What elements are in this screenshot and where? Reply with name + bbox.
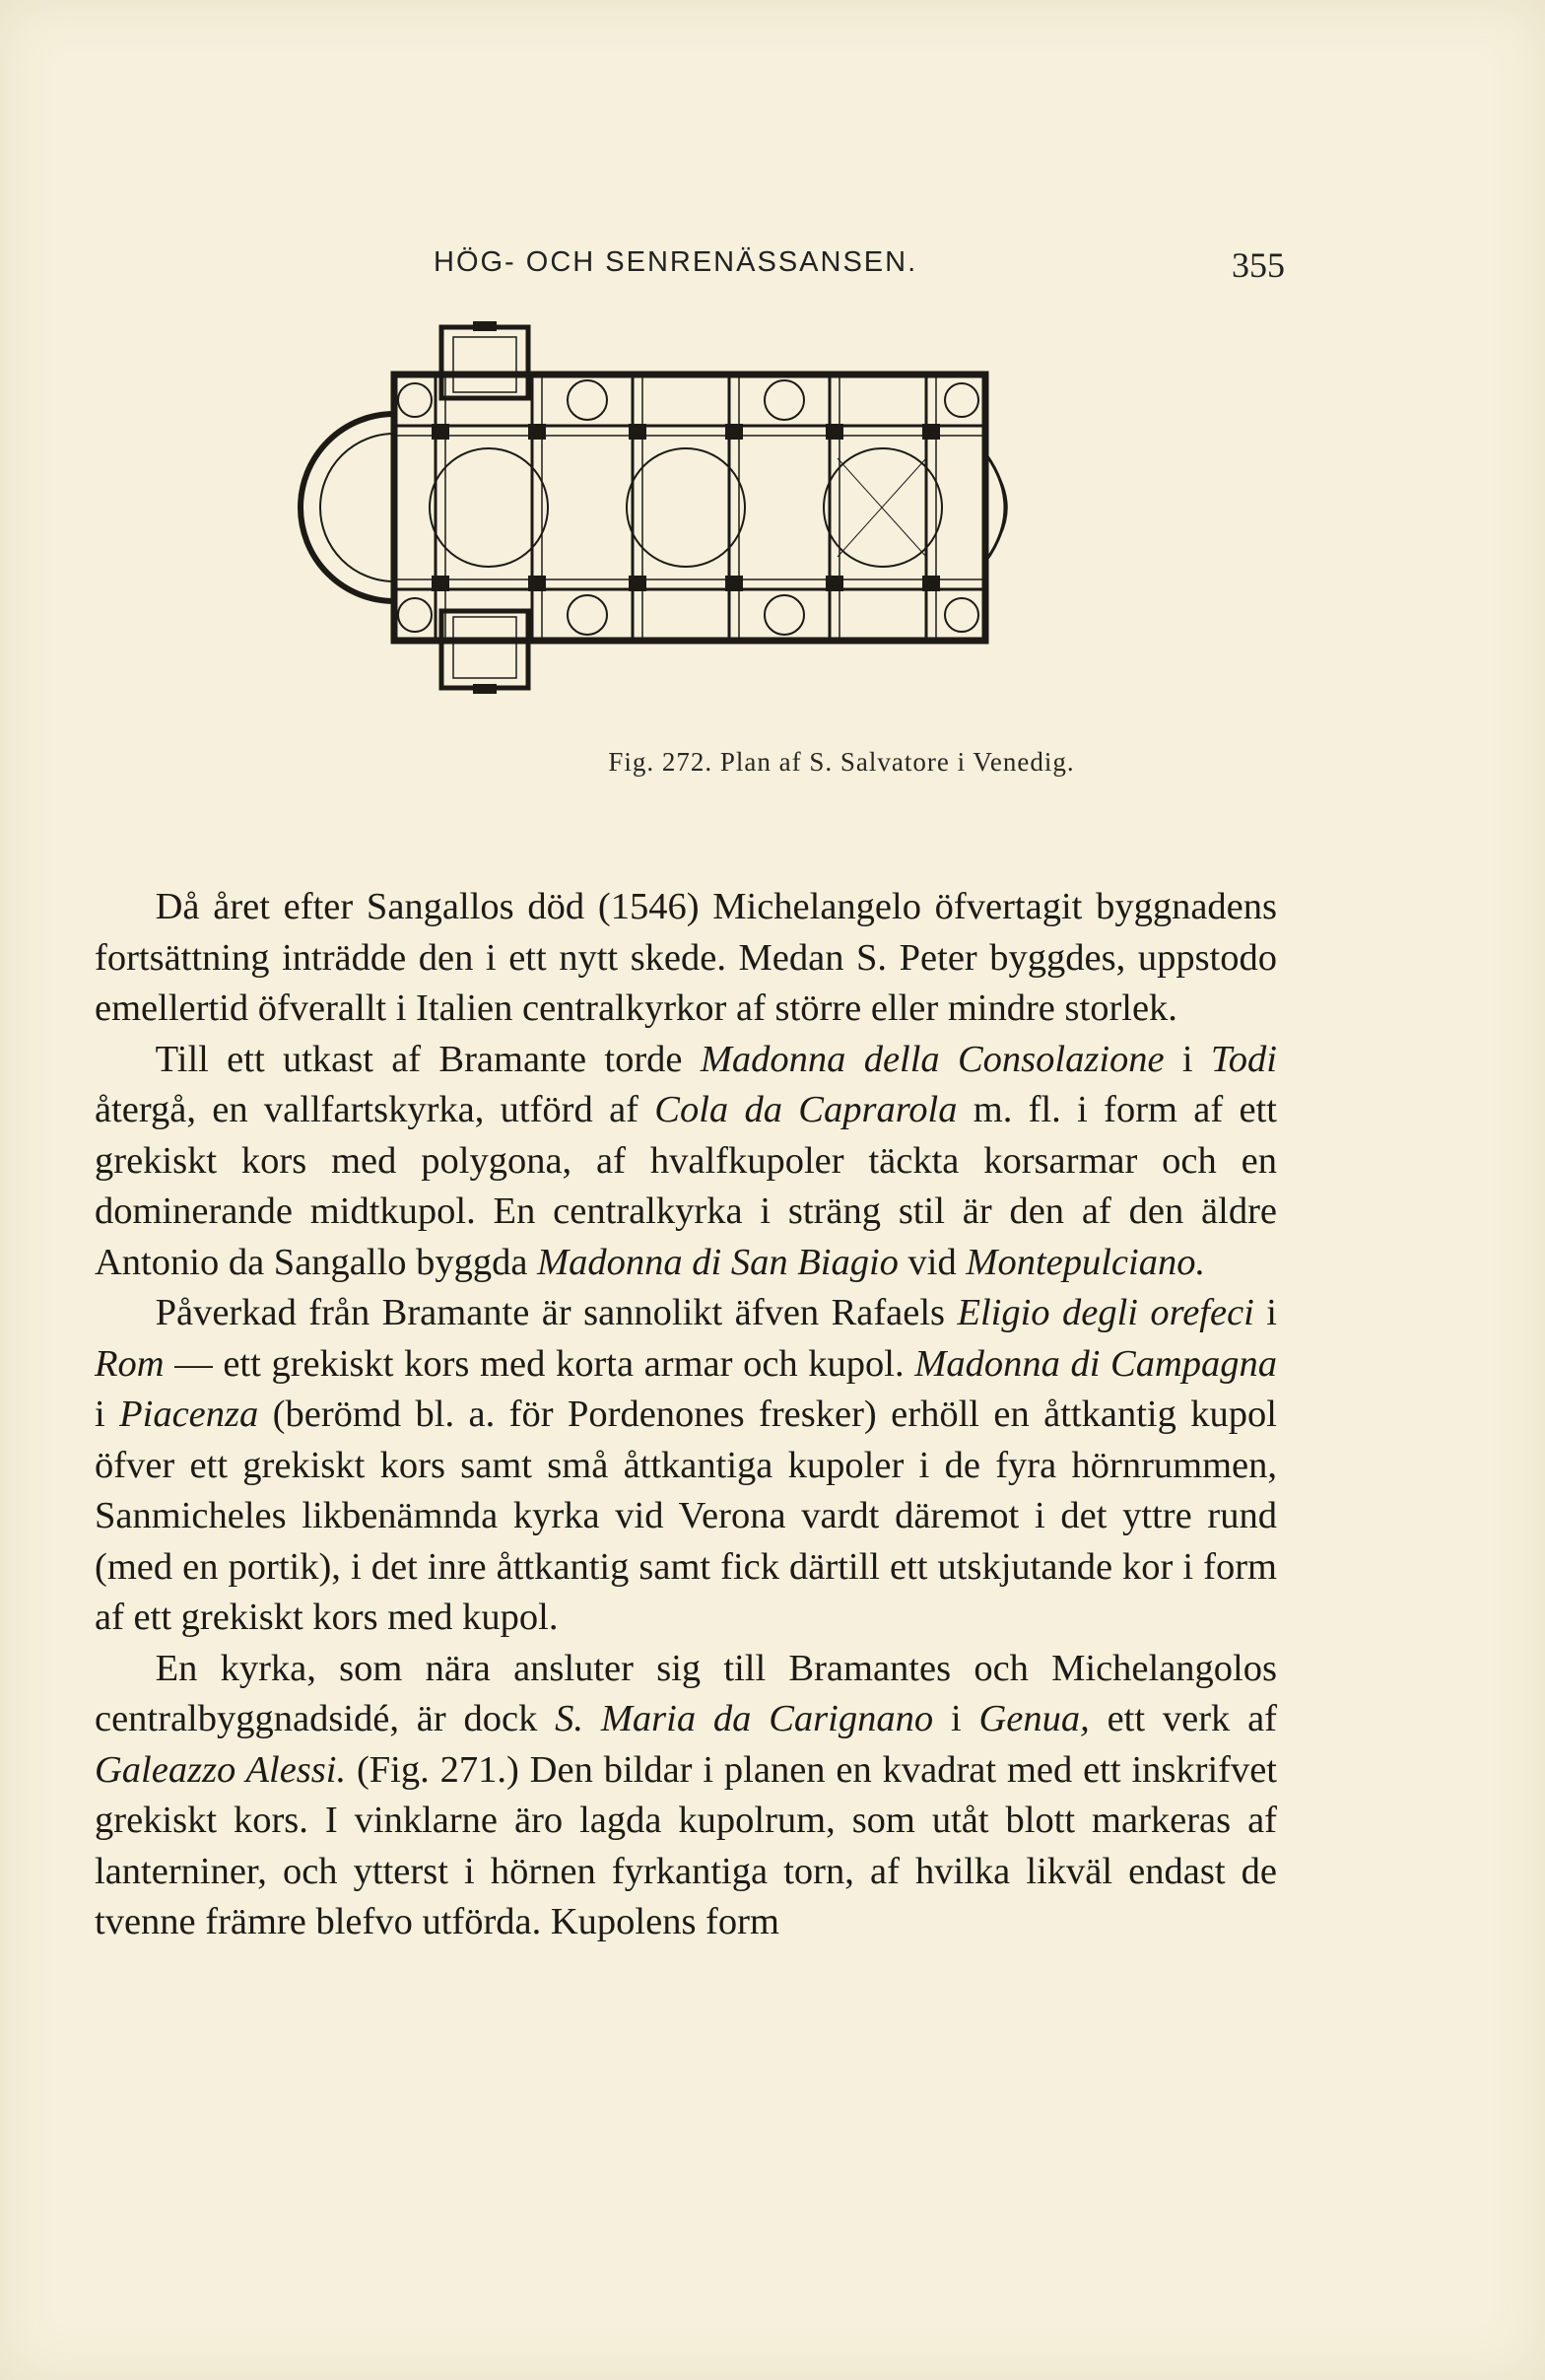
paragraph <box>95 1035 1277 1289</box>
text-run: vid <box>898 1241 967 1283</box>
italic-run: Madonna della Consolazione <box>700 1038 1165 1080</box>
text-run: Då året efter Sangallos död (1546) Michelangelo öfvertagit byggnadens fortsättning inträdde den i ett nytt skede. Medan S. Peter byggdes, uppstodo emellertid öfverallt i Italien centralkyrkor af större eller mindre storlek. <box>95 886 1277 1029</box>
italic-run: Genua, <box>978 1698 1090 1739</box>
text-run: (Fig. 271.) Den bildar i planen en kvadrat med ett inskrifvet grekiskt kors. I vinklarne äro lagda kupolrum, som utåt blott markeras af lanterniner, och ytterst i hörnen fyrkantiga torn, af hvilka likväl endast de tvenne främre blefvo utförda. Kupolens form <box>95 1748 1277 1942</box>
italic-run: Eligio degli orefeci <box>957 1292 1254 1333</box>
italic-run: Montepulciano. <box>966 1241 1206 1283</box>
text-run: (berömd bl. a. för Pordenones fresker) erhöll en åttkantig kupol öfver ett grekiskt kors samt små åttkantiga kupoler i de fyra hörnrummen, Sanmicheles likbenämnda kyrka vid Verona vardt däremot i det yttre rund (med en portik), i det inre åttkantig samt fick därtill ett utskjutande kor i form af ett grekiskt kors med kupol. <box>95 1394 1277 1638</box>
italic-run: Piacenza <box>119 1394 259 1435</box>
paragraph <box>95 1288 1277 1644</box>
figure-caption-text: Fig. 272. Plan af S. Salvatore i Venedig. <box>608 747 1075 777</box>
paragraph <box>95 882 1277 1035</box>
italic-run: Cola da Caprarola <box>654 1089 958 1130</box>
text-run: En kyrka, som nära ansluter sig till Bramantes och Michelangolos centralbyggnadsidé, är dock <box>95 1647 1277 1739</box>
text-run: Till ett utkast af Bramante torde <box>155 1038 701 1080</box>
text-run: i <box>95 1394 120 1435</box>
body-text <box>95 882 1277 1948</box>
text-run: återgå, en vallfartskyrka, utförd af <box>95 1089 655 1130</box>
italic-run: Galeazzo Alessi. <box>95 1748 347 1791</box>
italic-run: S. Maria da Carignano <box>555 1698 934 1739</box>
paragraph <box>95 1644 1277 1948</box>
text-run: i <box>1253 1292 1277 1333</box>
text-run: ett verk af <box>1089 1698 1278 1739</box>
text-run: m. fl. i form af ett grekiskt kors med polygona, af hvalfkupoler täckta korsarmar och en dominerande midtkupol. En centralkyrka i sträng stil är den af den äldre Antonio da Sangallo byggda <box>95 1089 1277 1283</box>
italic-run: Madonna di San Biagio <box>537 1241 899 1283</box>
text-run: i <box>933 1698 979 1739</box>
page-number: 355 <box>1232 245 1285 285</box>
italic-run: Todi <box>1210 1038 1277 1080</box>
italic-run: Madonna di Campagna <box>914 1342 1278 1385</box>
text-run: Påverkad från Bramante är sannolikt äfven Rafaels <box>155 1292 958 1333</box>
italic-run: Rom <box>95 1342 165 1385</box>
text-run: i <box>1164 1038 1211 1080</box>
figure-caption <box>0 747 1545 778</box>
running-head: HÖG- OCH SENRENÄSSANSEN. <box>434 246 918 278</box>
floor-plan-figure <box>296 315 1123 710</box>
text-run: — ett grekiskt kors med korta armar och kupol. <box>164 1342 915 1385</box>
